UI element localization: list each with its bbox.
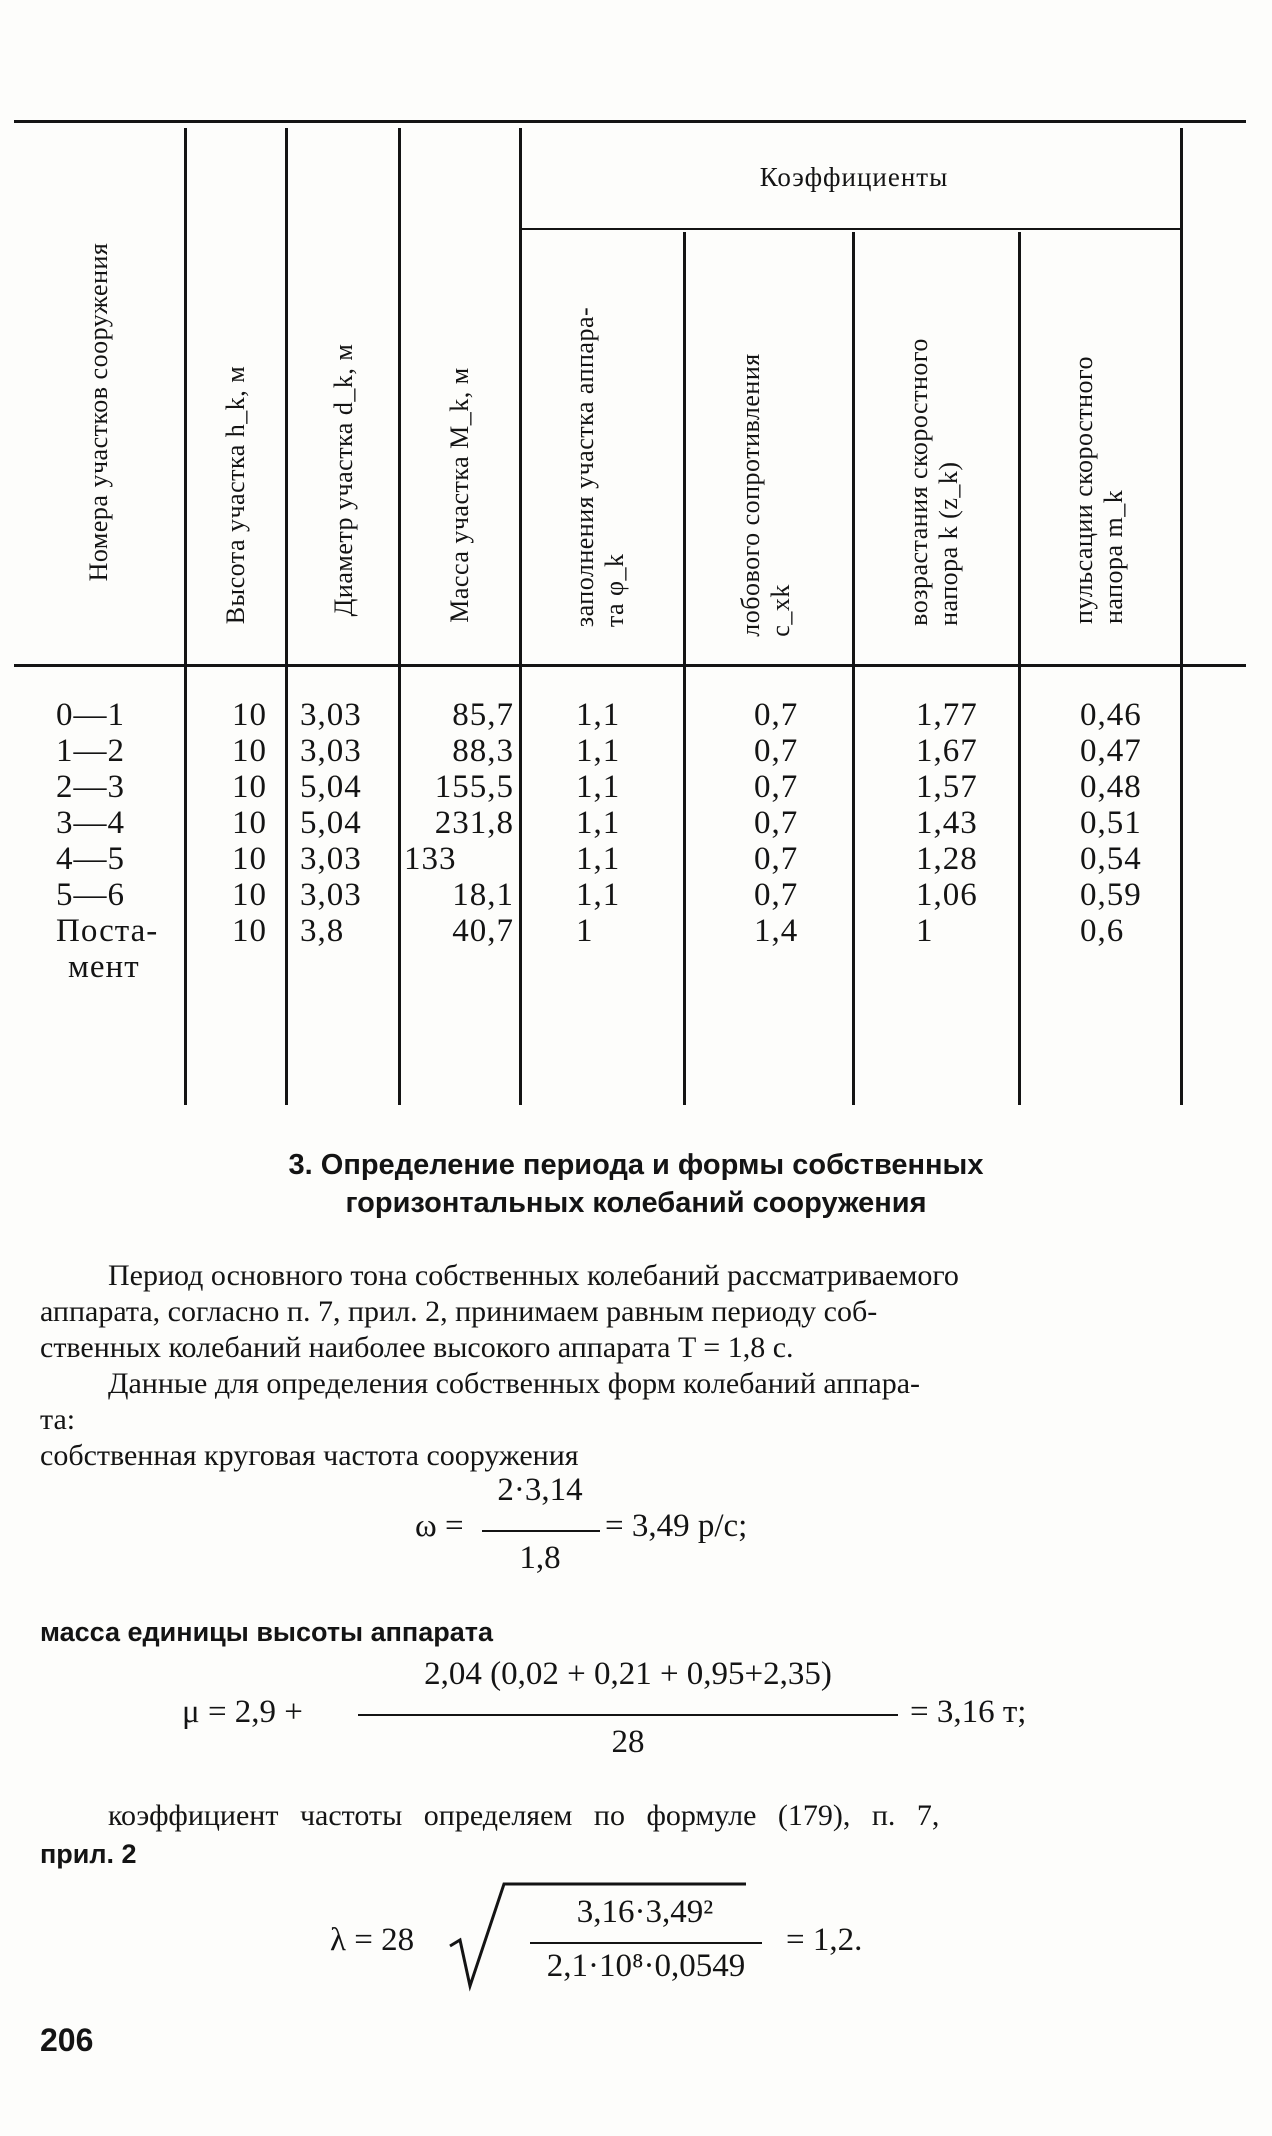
table-cell: 2—3 [56,769,125,805]
header-segment-numbers: Номера участков сооружения [84,242,113,582]
table-cell: 1,1 [576,841,621,877]
header-growth-coefficient [904,338,964,626]
table-cell: 231,8 [434,805,514,841]
table-cell: 1,4 [754,913,799,949]
table-cell: 3,8 [300,913,345,949]
table-cell: 3,03 [300,733,362,769]
col-divider-8 [1180,128,1183,1105]
table-cell: 1,1 [576,877,621,913]
header-growth-line1: возрастания скоростного [904,338,933,626]
lambda-rhs: = 1,2. [786,1922,863,1958]
column-height [232,697,267,949]
table-cell: 3,03 [300,697,362,733]
lambda-denominator: 2,1·10⁸·0,0549 [546,1948,746,1984]
table-cell: 1,1 [576,769,621,805]
column-drag-coefficient [754,697,798,949]
lambda-formula [0,1876,1272,1996]
coefficients-group-header: Коэффициенты [759,162,949,192]
table-cell: 10 [232,877,267,913]
omega-formula [0,1470,1272,1580]
mu-rhs: = 3,16 т; [910,1694,1027,1730]
paragraph-1-line-3: ственных колебаний наиболее высокого аппарата T = 1,8 с. [40,1331,794,1364]
group-header-rule [522,228,1182,230]
table-cell: 1 [576,913,594,949]
table-cell: 0,7 [754,697,799,733]
paragraph-2-line-2: та: [40,1403,76,1436]
paragraph-1-line-1: Период основного тона собственных колебаний рассматриваемого [108,1259,959,1292]
table-cell: 0,54 [1080,841,1142,877]
table-cell: 40,7 [452,913,514,949]
header-pulse-line2: напора m_k [1099,489,1128,625]
col-divider-5 [683,232,686,1105]
paragraph-5-line-1: коэффициент частоты определяем по формуле (179), п. 7, [108,1799,940,1832]
column-pulse-coefficient [1080,697,1142,949]
paragraph-4: масса единицы высоты аппарата [40,1617,494,1647]
table-cell: 133 [404,841,457,877]
mu-denominator: 28 [611,1724,645,1760]
table-cell: 3,03 [300,877,362,913]
header-fill-coefficient [570,307,630,627]
col-divider-2 [285,128,288,1105]
table-cell: 1—2 [56,733,125,769]
table-cell: 5—6 [56,877,125,913]
omega-rhs: = 3,49 р/с; [605,1508,748,1544]
table-cell: 0,47 [1080,733,1142,769]
header-bottom-rule [14,664,1246,667]
omega-fraction-bar [482,1530,600,1532]
table-cell: 0,7 [754,877,799,913]
page-number: 206 [40,2022,94,2058]
table-cell: 0,6 [1080,913,1125,949]
table-cell: 3,03 [300,841,362,877]
table-cell: 1 [916,913,934,949]
col-divider-7 [1018,232,1021,1105]
section-heading-line1: 3. Определение периода и формы собственных [288,1149,984,1181]
mu-formula [0,1654,1272,1764]
omega-denominator: 1,8 [519,1540,561,1576]
table-cell: 10 [232,733,267,769]
paragraph-5-line-2: прил. 2 [40,1839,137,1869]
col-divider-4 [519,128,522,1105]
table-cell: 18,1 [452,877,514,913]
header-height: Высота участка h_k, м [221,365,250,625]
paragraph-3: собственная круговая частота сооружения [40,1439,579,1472]
table-cell: 0,7 [754,841,799,877]
table-cell: 155,5 [434,769,514,805]
table-cell: 10 [232,913,267,949]
lambda-numerator: 3,16·3,49² [576,1894,714,1930]
mu-lhs: μ = 2,9 + [182,1694,303,1730]
table-cell: 1,67 [916,733,978,769]
omega-numerator: 2·3,14 [497,1472,583,1508]
table-cell: 0,59 [1080,877,1142,913]
header-fill-line2: та φ_k [600,553,629,628]
header-drag-coefficient [736,353,796,636]
table-cell: 0,51 [1080,805,1142,841]
table-cell: 4—5 [56,841,125,877]
header-mass: Масса участка M_k, м [445,367,474,623]
table-cell: 1,28 [916,841,978,877]
table-cell: 10 [232,769,267,805]
table-cell: мент [68,949,140,985]
lambda-lhs: λ = 28 [330,1922,415,1958]
header-drag-line2: c_xk [766,584,795,637]
mu-fraction-bar [358,1714,898,1716]
column-fill-coefficient [576,697,620,949]
paragraph-2-line-1: Данные для определения собственных форм колебаний аппара- [108,1367,921,1400]
section-heading-line2: горизонтальных колебаний сооружения [345,1187,927,1219]
table-cell: 1,43 [916,805,978,841]
col-divider-1 [184,128,187,1105]
header-diameter: Диаметр участка d_k, м [329,343,358,617]
data-table [14,120,1246,1105]
table-cell: 85,7 [452,697,514,733]
table-cell: 1,57 [916,769,978,805]
table-cell: 3—4 [56,805,125,841]
table-cell: 0,48 [1080,769,1142,805]
column-segment [56,697,176,985]
table-cell: 88,3 [452,733,514,769]
table-cell: 1,1 [576,805,621,841]
table-top-rule [14,120,1246,123]
table-cell: 5,04 [300,805,362,841]
table-cell: 1,1 [576,733,621,769]
table-cell: 5,04 [300,769,362,805]
lambda-fraction-bar [530,1942,762,1944]
table-cell: 10 [232,805,267,841]
header-drag-line1: лобового сопротивления [736,353,765,637]
header-fill-line1: заполнения участка аппара- [570,306,599,628]
table-cell: 10 [232,841,267,877]
column-diameter [300,697,362,949]
column-mass [404,697,514,949]
table-cell: 1,1 [576,697,621,733]
header-pulse-line1: пульсации скоростного [1069,355,1098,625]
table-cell: 0,46 [1080,697,1142,733]
column-growth-coefficient [916,697,978,949]
header-pulse-coefficient [1069,356,1129,624]
table-cell: 0,7 [754,733,799,769]
table-cell: 1,77 [916,697,978,733]
paragraph-1-line-2: аппарата, согласно п. 7, прил. 2, принимаем равным периоду соб- [40,1295,878,1328]
table-cell: 0,7 [754,805,799,841]
table-cell: Поста- [56,913,159,949]
table-cell: 1,06 [916,877,978,913]
omega-lhs: ω = [415,1508,464,1544]
col-divider-3 [398,128,401,1105]
header-growth-line2: напора k (z_k) [934,461,963,626]
table-cell: 0—1 [56,697,125,733]
mu-numerator: 2,04 (0,02 + 0,21 + 0,95+2,35) [424,1656,832,1692]
table-cell: 0,7 [754,769,799,805]
col-divider-6 [852,232,855,1105]
table-cell: 10 [232,697,267,733]
